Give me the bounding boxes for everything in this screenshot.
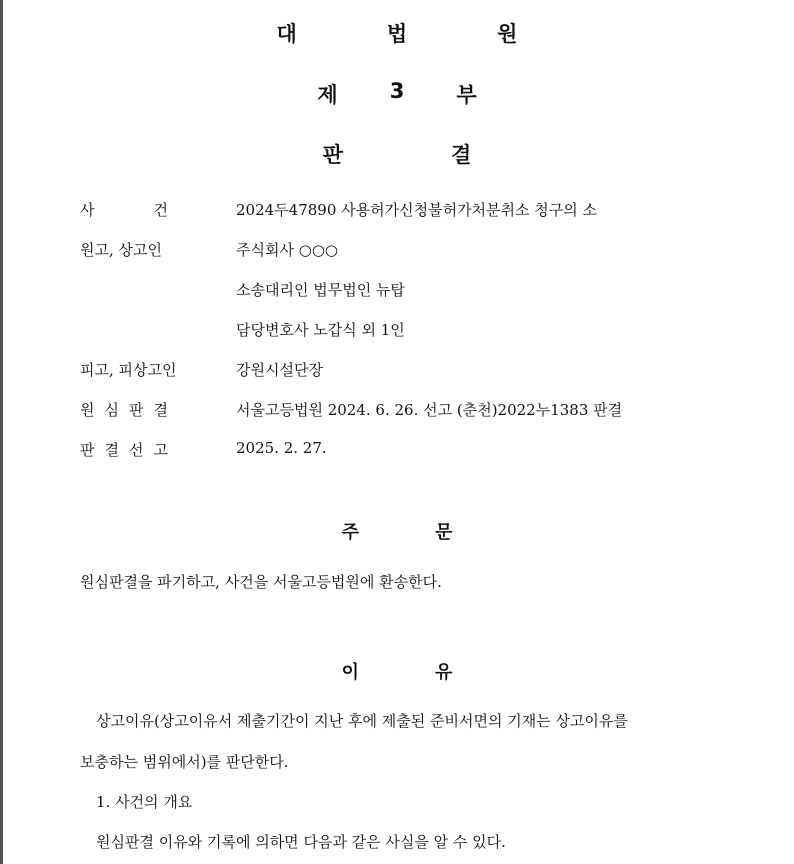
document-title-char: 결: [451, 143, 472, 167]
defendant-label: 피고, 피상고인: [80, 361, 177, 379]
case-value: 2024두47890 사용허가신청불허가처분취소 청구의 소: [236, 201, 598, 219]
plaintiff-value: 주식회사 ○○○: [236, 241, 338, 259]
division-name-char: 제: [317, 83, 338, 107]
division-name-char: 3: [389, 79, 405, 103]
court-name: [0, 18, 794, 48]
attorney-value: 담당변호사 노갑식 외 1인: [236, 321, 405, 339]
defendant-value: 강원시설단장: [236, 361, 323, 379]
section1-text: 원심판결 이유와 기록에 의하면 다음과 같은 사실을 알 수 있다.: [96, 833, 506, 851]
attorney-row: [80, 319, 760, 359]
case-info-table: [80, 199, 760, 479]
original-judgment-value: 서울고등법원 2024. 6. 26. 선고 (춘천)2022누1383 판결: [236, 401, 623, 419]
court-name-char: 원: [497, 22, 518, 46]
judgment-date-value: 2025. 2. 27.: [236, 439, 327, 457]
judgment-date-label: 판 결 선 고: [80, 441, 168, 459]
reasons-heading: 이 유: [341, 662, 453, 683]
document-title-char: 판: [322, 143, 343, 167]
order-text: 원심판결을 파기하고, 사건을 서울고등법원에 환송한다.: [80, 573, 442, 591]
court-name-char: 대: [276, 22, 297, 46]
document-title: [0, 139, 794, 169]
original-judgment-label: 원 심 판 결: [80, 401, 168, 419]
section1-title: 1. 사건의 개요: [96, 793, 193, 811]
plaintiff-row: [80, 239, 760, 279]
court-name-char: 법: [386, 22, 408, 46]
counsel-value: 소송대리인 법무법인 뉴탑: [236, 281, 405, 299]
reasons-intro-line1: 상고이유(상고이유서 제출기간이 지난 후에 제출된 준비서면의 기재는 상고이유를: [96, 712, 628, 730]
order-heading: 주 문: [341, 522, 453, 543]
case-row: [80, 199, 760, 239]
division-name: [0, 79, 794, 109]
counsel-row: [80, 279, 760, 319]
case-label: 사 건: [80, 201, 168, 219]
original-judgment-row: [80, 399, 760, 439]
reasons-intro-line2: 보충하는 범위에서)를 판단한다.: [80, 753, 289, 771]
plaintiff-label: 원고, 상고인: [80, 241, 162, 259]
judgment-date-row: [80, 439, 760, 479]
defendant-row: [80, 359, 760, 399]
division-name-char: 부: [456, 83, 477, 107]
